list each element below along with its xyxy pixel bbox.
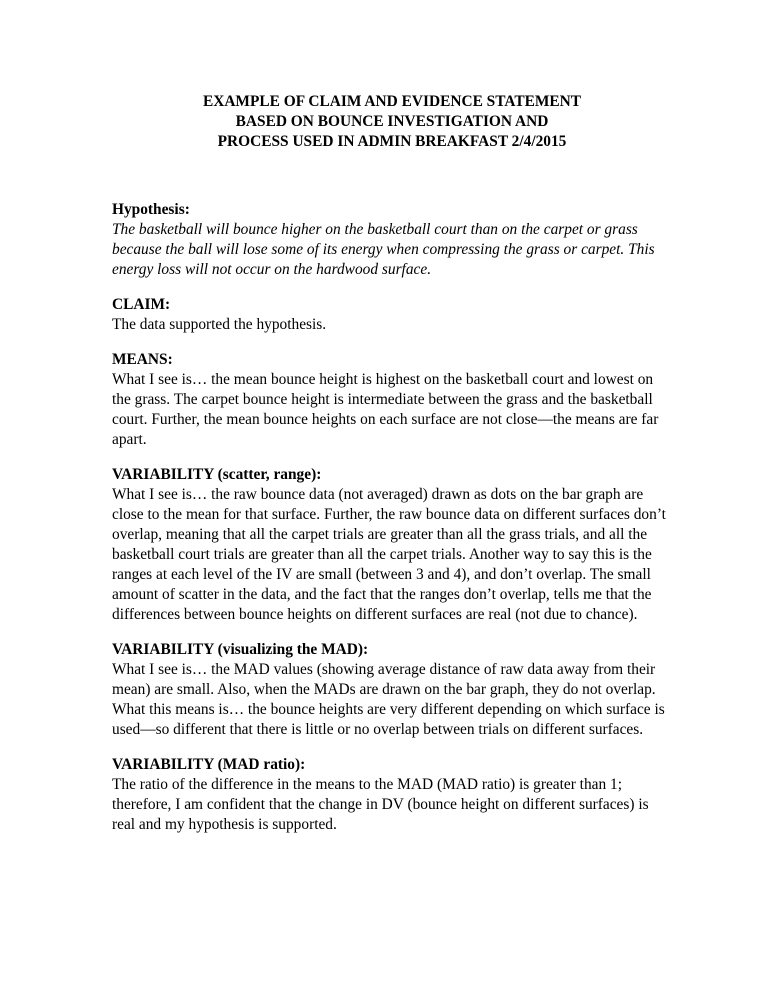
claim-text: The data supported the hypothesis.: [112, 316, 327, 333]
variability-scatter-section: [112, 465, 672, 625]
variability-ratio-section: [112, 755, 672, 835]
variability-scatter-heading: VARIABILITY (scatter, range):: [112, 466, 322, 483]
title-line-2: BASED ON BOUNCE INVESTIGATION AND: [235, 113, 549, 130]
means-section: [112, 350, 672, 450]
variability-mad-text: What I see is… the MAD values (showing average distance of raw data away from their mean) are small. Also, when the MADs are drawn on the bar graph, they do not overlap. What this means is… the bounce heights are very different depending on which surface is used—so different that there is little or no overlap between trials on different surfaces.: [112, 661, 665, 738]
variability-ratio-heading: VARIABILITY (MAD ratio):: [112, 756, 306, 773]
hypothesis-section: [112, 200, 672, 280]
document-page: [112, 92, 672, 835]
document-title: [112, 92, 672, 152]
variability-scatter-text: What I see is… the raw bounce data (not averaged) drawn as dots on the bar graph are close to the mean for that surface. Further, the raw bounce data on different surfaces don’t overlap, meaning that all the carpet trials are greater than all the grass trials, and all the basketball court trials are greater than all the carpet trials. Another way to say this is the ranges at each level of the IV are small (between 3 and 4), and don’t overlap. The small amount of scatter in the data, and the fact that the ranges don’t overlap, tells me that the differences between bounce heights on different surfaces are real (not due to chance).: [112, 486, 666, 623]
means-heading: MEANS:: [112, 351, 173, 368]
claim-section: [112, 295, 672, 335]
claim-heading: CLAIM:: [112, 296, 171, 313]
title-line-1: EXAMPLE OF CLAIM AND EVIDENCE STATEMENT: [202, 93, 582, 110]
variability-ratio-text: The ratio of the difference in the means to the MAD (MAD ratio) is greater than 1; therefore, I am confident that the change in DV (bounce height on different surfaces) is real and my hypothesis is supported.: [112, 776, 649, 833]
title-line-3: PROCESS USED IN ADMIN BREAKFAST 2/4/2015: [217, 133, 567, 150]
variability-mad-section: [112, 640, 672, 740]
means-text: What I see is… the mean bounce height is highest on the basketball court and lowest on the grass. The carpet bounce height is intermediate between the grass and the basketball court. Further, the mean bounce heights on each surface are not close—the means are far apart.: [112, 371, 659, 448]
hypothesis-heading: Hypothesis:: [112, 201, 190, 218]
hypothesis-text: The basketball will bounce higher on the basketball court than on the carpet or grass because the ball will lose some of its energy when compressing the grass or carpet. This energy loss will not occur on the hardwood surface.: [112, 221, 655, 278]
variability-mad-heading: VARIABILITY (visualizing the MAD):: [112, 641, 369, 658]
